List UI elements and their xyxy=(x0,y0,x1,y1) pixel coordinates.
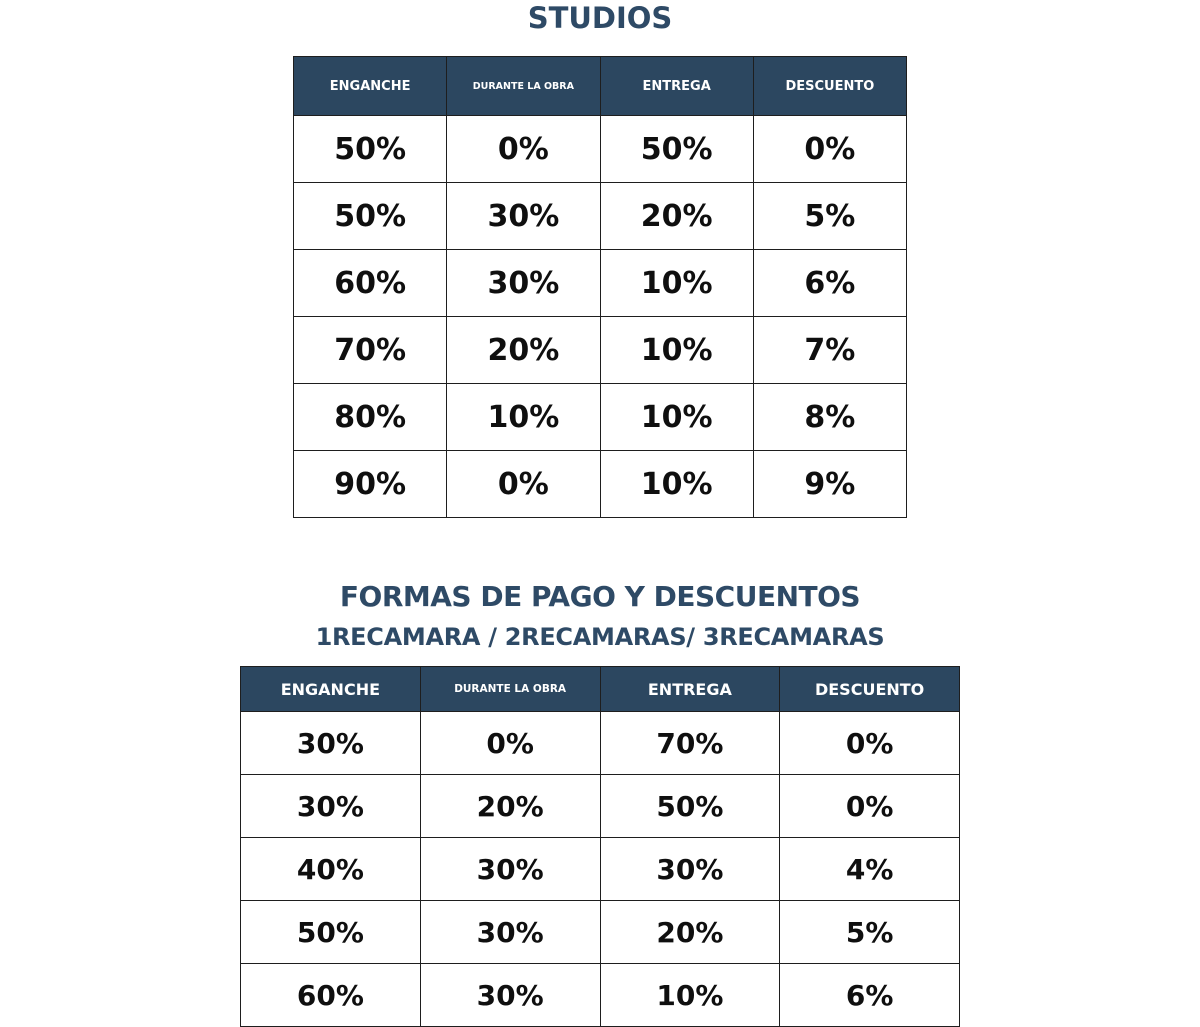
cell-descuento: 4% xyxy=(780,838,960,901)
header-enganche: ENGANCHE xyxy=(294,57,447,116)
cell-entrega: 30% xyxy=(600,838,780,901)
table-row xyxy=(241,838,960,901)
cell-descuento: 7% xyxy=(753,317,906,384)
studios-payment-table xyxy=(293,56,907,518)
header-descuento: DESCUENTO xyxy=(753,57,906,116)
cell-durante-la-obra: 10% xyxy=(447,384,600,451)
table-row xyxy=(294,317,907,384)
cell-enganche: 30% xyxy=(241,712,421,775)
cell-descuento: 0% xyxy=(753,116,906,183)
cell-enganche: 50% xyxy=(241,901,421,964)
header-entrega: ENTREGA xyxy=(600,57,753,116)
table-header-row xyxy=(241,667,960,712)
cell-entrega: 70% xyxy=(600,712,780,775)
table-row xyxy=(294,250,907,317)
cell-entrega: 10% xyxy=(600,964,780,1027)
header-entrega: ENTREGA xyxy=(600,667,780,712)
cell-descuento: 9% xyxy=(753,451,906,518)
cell-entrega: 10% xyxy=(600,250,753,317)
payment-plans-title: FORMAS DE PAGO Y DESCUENTOS xyxy=(339,580,861,613)
cell-enganche: 60% xyxy=(294,250,447,317)
cell-entrega: 50% xyxy=(600,116,753,183)
table-row xyxy=(241,712,960,775)
cell-descuento: 6% xyxy=(753,250,906,317)
cell-durante-la-obra: 30% xyxy=(420,964,600,1027)
cell-entrega: 50% xyxy=(600,775,780,838)
studios-title: STUDIOS xyxy=(527,1,673,35)
cell-durante-la-obra: 0% xyxy=(447,116,600,183)
header-durante-la-obra: DURANTE LA OBRA xyxy=(447,57,600,116)
cell-entrega: 10% xyxy=(600,451,753,518)
table-row xyxy=(241,775,960,838)
cell-entrega: 20% xyxy=(600,901,780,964)
header-enganche: ENGANCHE xyxy=(241,667,421,712)
cell-durante-la-obra: 0% xyxy=(447,451,600,518)
cell-descuento: 5% xyxy=(780,901,960,964)
bedrooms-payment-table xyxy=(240,666,960,1027)
table-row xyxy=(294,384,907,451)
cell-durante-la-obra: 20% xyxy=(420,775,600,838)
cell-descuento: 0% xyxy=(780,775,960,838)
cell-enganche: 50% xyxy=(294,116,447,183)
cell-durante-la-obra: 20% xyxy=(447,317,600,384)
cell-durante-la-obra: 30% xyxy=(447,183,600,250)
cell-entrega: 10% xyxy=(600,317,753,384)
header-descuento: DESCUENTO xyxy=(780,667,960,712)
cell-descuento: 0% xyxy=(780,712,960,775)
payment-plans-subtitle: 1RECAMARA / 2RECAMARAS/ 3RECAMARAS xyxy=(315,623,885,651)
cell-durante-la-obra: 30% xyxy=(447,250,600,317)
cell-descuento: 5% xyxy=(753,183,906,250)
cell-entrega: 20% xyxy=(600,183,753,250)
cell-enganche: 30% xyxy=(241,775,421,838)
cell-enganche: 60% xyxy=(241,964,421,1027)
cell-enganche: 50% xyxy=(294,183,447,250)
cell-durante-la-obra: 0% xyxy=(420,712,600,775)
cell-enganche: 80% xyxy=(294,384,447,451)
table-row xyxy=(241,964,960,1027)
table-row xyxy=(294,451,907,518)
table-row xyxy=(294,116,907,183)
header-durante-la-obra: DURANTE LA OBRA xyxy=(420,667,600,712)
cell-enganche: 40% xyxy=(241,838,421,901)
cell-durante-la-obra: 30% xyxy=(420,838,600,901)
cell-descuento: 8% xyxy=(753,384,906,451)
cell-enganche: 70% xyxy=(294,317,447,384)
cell-durante-la-obra: 30% xyxy=(420,901,600,964)
table-row xyxy=(294,183,907,250)
table-row xyxy=(241,901,960,964)
table-header-row xyxy=(294,57,907,116)
cell-enganche: 90% xyxy=(294,451,447,518)
cell-descuento: 6% xyxy=(780,964,960,1027)
cell-entrega: 10% xyxy=(600,384,753,451)
